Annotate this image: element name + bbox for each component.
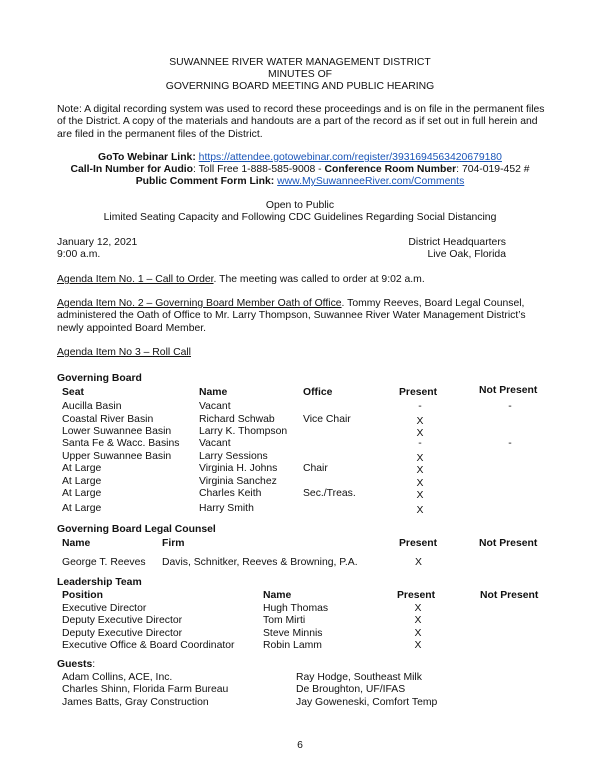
- leadership-row-name: Tom Mirti: [263, 615, 306, 626]
- page-number: 6: [297, 740, 303, 751]
- leadership-col-present: Present: [397, 590, 436, 601]
- board-col-not-present: Not Present: [479, 385, 538, 396]
- webinar-link[interactable]: https://attendee.gotowebinar.com/register/3931694563420679180: [198, 152, 502, 163]
- header-line-3: GOVERNING BOARD MEETING AND PUBLIC HEARING: [165, 81, 435, 92]
- meeting-location-1: District Headquarters: [408, 237, 506, 248]
- board-row-seat: At Large: [62, 503, 102, 514]
- board-row-seat: Santa Fe & Wacc. Basins: [62, 438, 180, 449]
- board-row-present: X: [416, 490, 424, 501]
- board-row-name: Virginia Sanchez: [199, 476, 277, 487]
- board-row-office: Sec./Treas.: [303, 488, 356, 499]
- leadership-col-position: Position: [62, 590, 103, 601]
- board-row-name: Charles Keith: [199, 488, 262, 499]
- board-row-name: Richard Schwab: [199, 414, 275, 425]
- board-row-name: Vacant: [199, 438, 231, 449]
- leadership-row-position: Deputy Executive Director: [62, 615, 183, 626]
- board-col-seat: Seat: [62, 387, 84, 398]
- guests-heading: Guests: [57, 659, 93, 670]
- webinar-label: GoTo Webinar Link:: [98, 152, 196, 163]
- legal-row-name: George T. Reeves: [62, 557, 146, 568]
- board-row-name: Vacant: [199, 401, 231, 412]
- guests-heading-line: [57, 659, 95, 671]
- public-line-1: Open to Public: [265, 200, 335, 211]
- leadership-col-not-present: Not Present: [480, 590, 539, 601]
- board-row-present: X: [416, 478, 424, 489]
- legal-col-present: Present: [399, 538, 438, 549]
- board-row-seat: Coastal River Basin: [62, 414, 154, 425]
- board-row-not-present: -: [508, 401, 512, 412]
- comment-link[interactable]: www.MySuwanneeRiver.com/Comments: [277, 176, 465, 187]
- meeting-location-2: Live Oak, Florida: [427, 249, 506, 260]
- leadership-row-position: Executive Director: [62, 603, 147, 614]
- leadership-row-present: X: [414, 603, 422, 614]
- guest-name: Adam Collins, ACE, Inc.: [62, 672, 173, 683]
- board-heading: Governing Board: [57, 373, 142, 384]
- board-row-present: -: [418, 438, 422, 449]
- board-row-office: Chair: [303, 463, 328, 474]
- public-line-2: Limited Seating Capacity and Following CDC Guidelines Regarding Social Distancing: [103, 212, 497, 223]
- board-row-present: X: [416, 465, 424, 476]
- board-row-not-present: -: [508, 438, 512, 449]
- leadership-col-name: Name: [263, 590, 292, 601]
- comment-line: [0, 176, 600, 188]
- board-row-name: Larry K. Thompson: [199, 426, 288, 437]
- meeting-date: January 12, 2021: [57, 237, 138, 248]
- board-row-present: X: [416, 505, 424, 516]
- guest-name: James Batts, Gray Construction: [62, 697, 209, 708]
- agenda-item-2-title: Agenda Item No. 2 – Governing Board Member Oath of Office: [57, 298, 342, 309]
- legal-row-firm: Davis, Schnitker, Reeves & Browning, P.A.: [162, 557, 358, 568]
- guest-name: Charles Shinn, Florida Farm Bureau: [62, 684, 229, 695]
- leadership-row-position: Executive Office & Board Coordinator: [62, 640, 235, 651]
- conference-number: : 704-019-452 #: [456, 164, 530, 175]
- board-row-office: Vice Chair: [303, 414, 351, 425]
- agenda-item-2-text: . Tommy Reeves, Board Legal Counsel, administered the Oath of Office to Mr. Larry Thompson, Suwannee River Water Management District’s newly appointed Board Member.: [57, 298, 526, 334]
- leadership-row-position: Deputy Executive Director: [62, 628, 183, 639]
- recording-note: Note: A digital recording system was used to record these proceedings and is on file in the permanent files of the District. A copy of the materials and handouts are a part of the record as if set out in full herein and are filed in the permanent files of the District.: [57, 104, 545, 140]
- board-col-present: Present: [399, 387, 438, 398]
- leadership-row-present: X: [414, 628, 422, 639]
- guest-name: De Broughton, UF/IFAS: [296, 684, 406, 695]
- agenda-item-2: [57, 298, 547, 335]
- guest-name: Ray Hodge, Southeast Milk: [296, 672, 422, 683]
- agenda-item-3-title: Agenda Item No 3 – Roll Call: [57, 347, 191, 358]
- header-line-1: SUWANNEE RIVER WATER MANAGEMENT DISTRICT: [169, 57, 431, 68]
- conference-label: Conference Room Number: [324, 164, 457, 175]
- legal-row-present: X: [415, 557, 422, 568]
- leadership-row-name: Hugh Thomas: [263, 603, 329, 614]
- board-row-seat: At Large: [62, 488, 102, 499]
- board-row-present: X: [416, 428, 424, 439]
- board-row-present: X: [416, 416, 424, 427]
- leadership-row-present: X: [414, 615, 422, 626]
- agenda-item-1-text: . The meeting was called to order at 9:02 a.m.: [213, 274, 425, 285]
- legal-heading: Governing Board Legal Counsel: [57, 524, 216, 535]
- board-row-present: X: [416, 453, 424, 464]
- legal-col-name: Name: [62, 538, 91, 549]
- board-row-name: Virginia H. Johns: [199, 463, 278, 474]
- board-row-seat: Upper Suwannee Basin: [62, 451, 172, 462]
- comment-label: Public Comment Form Link:: [135, 176, 275, 187]
- agenda-item-1: [57, 274, 425, 286]
- leadership-heading: Leadership Team: [57, 577, 142, 588]
- meeting-time: 9:00 a.m.: [57, 249, 101, 260]
- board-row-name: Harry Smith: [199, 503, 254, 514]
- callin-label: Call-In Number for Audio: [70, 164, 194, 175]
- board-col-name: Name: [199, 387, 228, 398]
- leadership-row-name: Robin Lamm: [263, 640, 322, 651]
- agenda-item-1-title: Agenda Item No. 1 – Call to Order: [57, 274, 214, 285]
- board-row-seat: At Large: [62, 476, 102, 487]
- leadership-row-name: Steve Minnis: [263, 628, 323, 639]
- webinar-line: [0, 152, 600, 164]
- legal-col-firm: Firm: [162, 538, 185, 549]
- leadership-row-present: X: [414, 640, 422, 651]
- board-row-present: -: [418, 401, 422, 412]
- legal-col-not-present: Not Present: [479, 538, 538, 549]
- board-row-seat: Lower Suwannee Basin: [62, 426, 172, 437]
- callin-line: [0, 164, 600, 176]
- guests-colon: :: [92, 659, 96, 670]
- guest-name: Jay Goweneski, Comfort Temp: [296, 697, 438, 708]
- board-row-seat: Aucilla Basin: [62, 401, 122, 412]
- header-line-2: MINUTES OF: [267, 69, 333, 80]
- callin-number: : Toll Free 1-888-585-9008 -: [193, 164, 325, 175]
- board-row-seat: At Large: [62, 463, 102, 474]
- board-row-name: Larry Sessions: [199, 451, 268, 462]
- board-col-office: Office: [303, 387, 333, 398]
